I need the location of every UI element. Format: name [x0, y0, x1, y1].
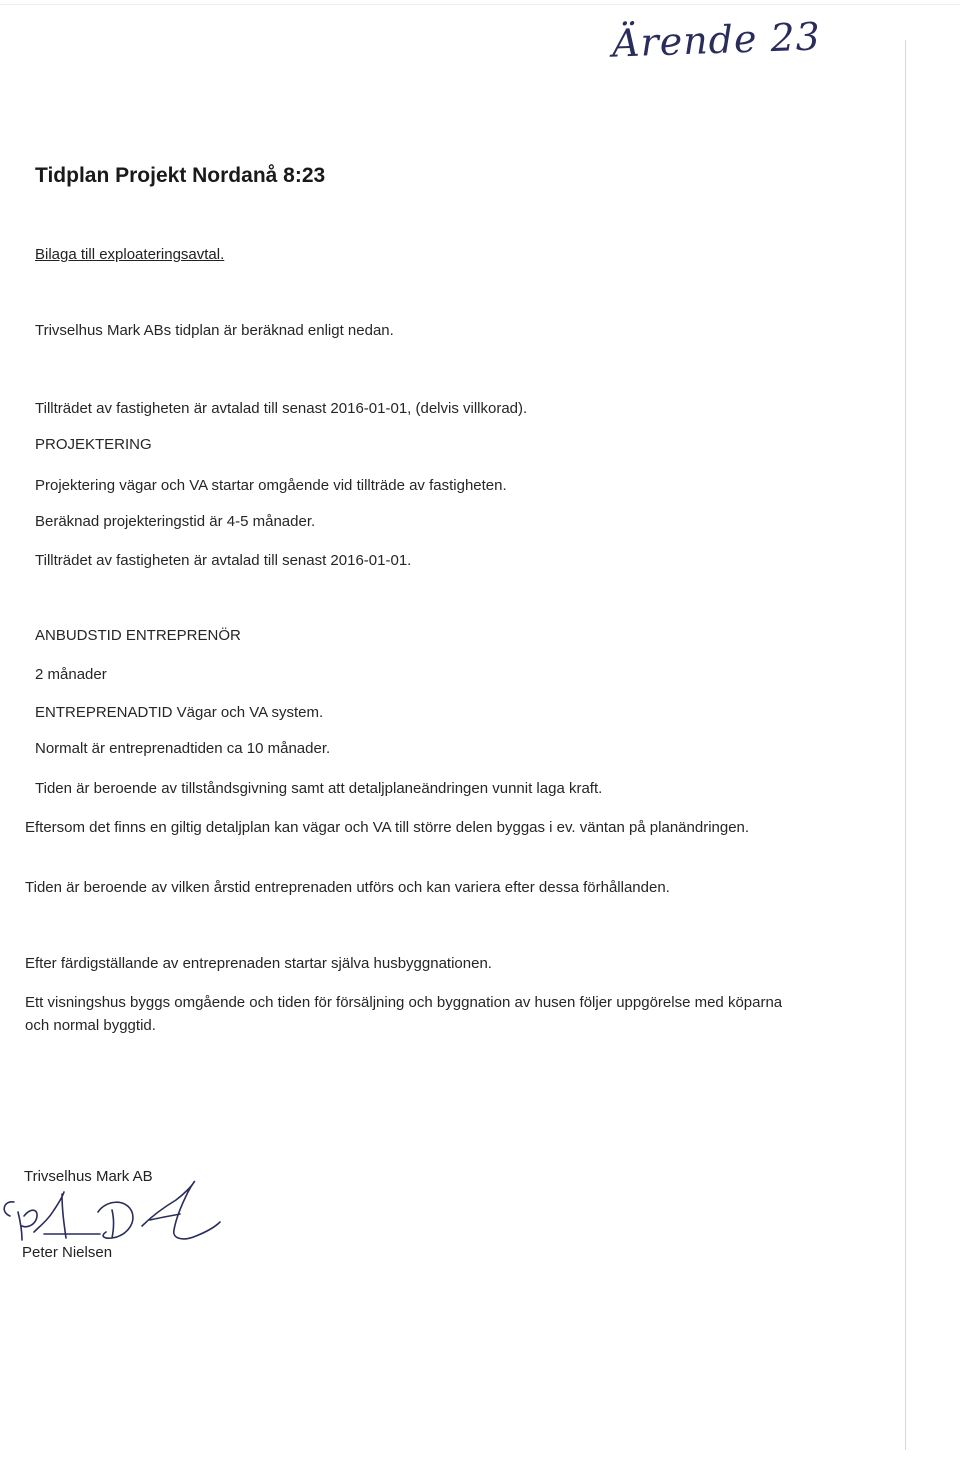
entreprenadtid-dependency-text: Tiden är beroende av tillståndsgivning samt att detaljplaneändringen vunnit laga kraft. — [35, 780, 603, 797]
anbudstid-heading: ANBUDSTID ENTREPRENÖR — [35, 627, 241, 644]
entreprenadtid-heading: ENTREPRENADTID Vägar och VA system. — [35, 704, 324, 721]
projektering-start-text: Projektering vägar och VA startar omgående vid tillträde av fastigheten. — [35, 477, 507, 494]
handwritten-case-number: Ärende 23 — [611, 14, 822, 66]
intro-access-text: Tillträdet av fastigheten är avtalad till senast 2016-01-01, (delvis villkorad). — [35, 400, 528, 417]
signature-name: Peter Nielsen — [22, 1244, 113, 1261]
document-subtitle: Bilaga till exploateringsavtal. — [35, 246, 225, 263]
projektering-access-text: Tillträdet av fastigheten är avtalad till senast 2016-01-01. — [35, 552, 412, 569]
intro-schedule-text: Trivselhus Mark ABs tidplan är beräknad enligt nedan. — [35, 322, 394, 339]
scan-edge-right — [905, 40, 906, 1450]
scan-edge-top — [0, 4, 960, 5]
entreprenadtid-normal-text: Normalt är entreprenadtiden ca 10 månader. — [35, 740, 331, 757]
anbudstid-duration-text: 2 månader — [35, 666, 107, 683]
entreprenadtid-plan-text: Eftersom det finns en giltig detaljplan kan vägar och VA till större delen byggas i ev. väntan på planändringen. — [25, 819, 750, 836]
husbyggnation-start-text: Efter färdigställande av entreprenaden startar själva husbyggnationen. — [25, 955, 492, 972]
signature-company: Trivselhus Mark AB — [24, 1168, 153, 1185]
projektering-duration-text: Beräknad projekteringstid är 4-5 månader. — [35, 513, 316, 530]
signature-block — [0, 1160, 300, 1270]
entreprenadtid-season-text: Tiden är beroende av vilken årstid entreprenaden utförs och kan variera efter dessa förhållanden. — [25, 879, 670, 896]
projektering-heading: PROJEKTERING — [35, 436, 152, 453]
document-title: Tidplan Projekt Nordanå 8:23 — [35, 164, 326, 187]
husbyggnation-showhouse-text: Ett visningshus byggs omgående och tiden för försäljning och byggnation av husen följer uppgörelse med köparna och normal byggtid. — [25, 994, 783, 1034]
